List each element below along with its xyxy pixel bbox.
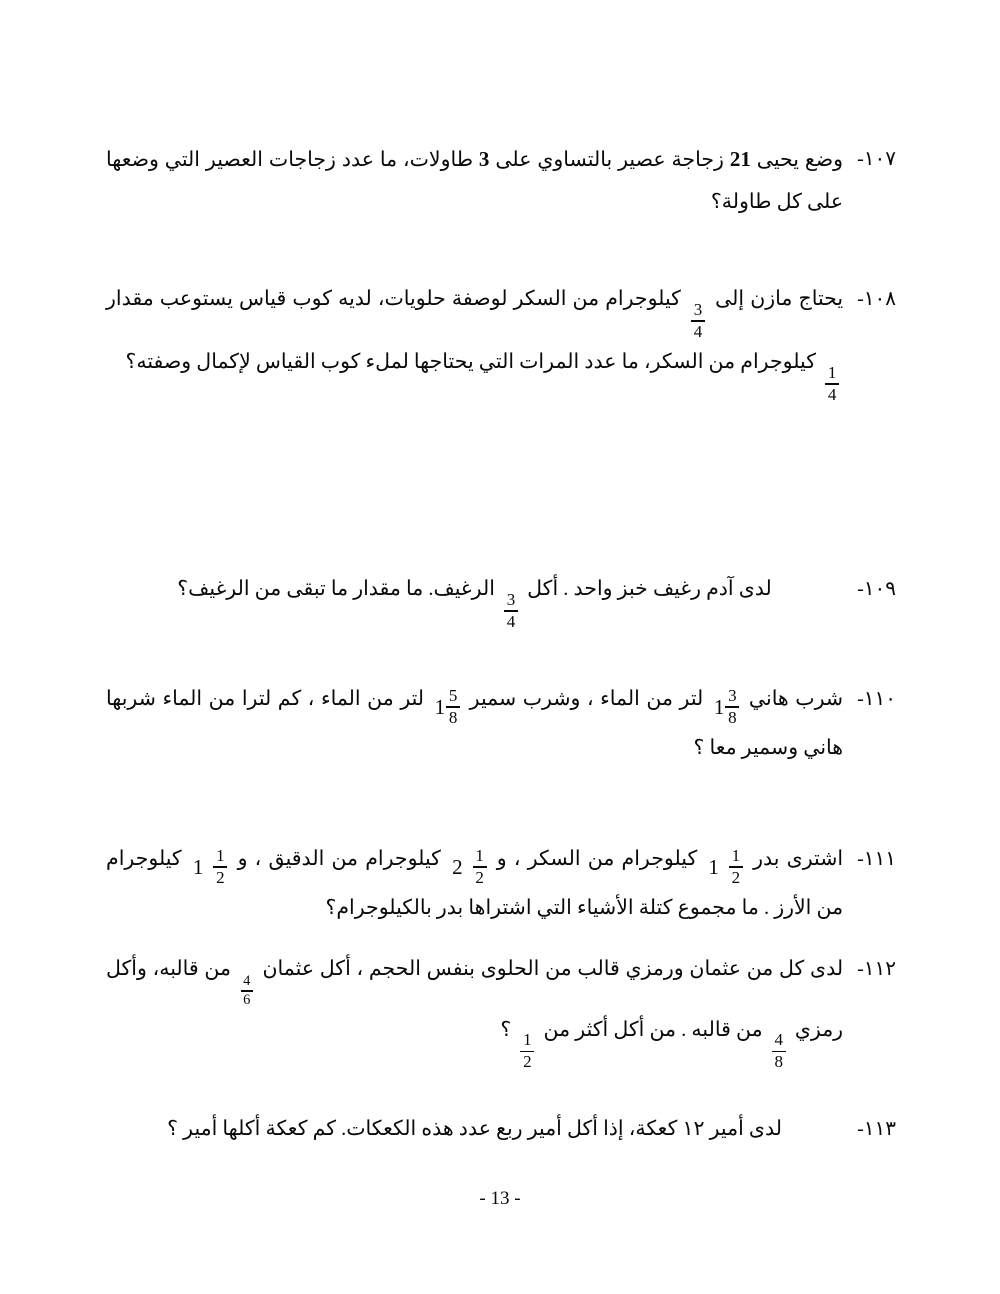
q113-part-2: كعكة، إذا أكل أمير ربع عدد هذه الكعكات. كم كعكة أكلها أمير ؟	[167, 1118, 683, 1140]
q111-part-3: كيلوجرام من الدقيق ، و	[230, 848, 449, 870]
fraction-three-eighths	[725, 687, 739, 727]
question-number-112: ١١٢-	[857, 958, 896, 980]
fraction-numerator: 4	[243, 972, 251, 989]
mixed-whole-part: 1	[192, 854, 204, 879]
question-number-113: ١١٣-	[857, 1118, 896, 1140]
q107-number-3: 3	[478, 147, 490, 171]
fraction-one-half	[473, 847, 487, 887]
fraction-denominator: 4	[506, 611, 516, 631]
fraction-denominator: 8	[448, 707, 458, 727]
q107-part-3: طاولات، ما عدد زجاجات العصير التي وضعها على كل طاولة؟	[106, 149, 844, 214]
mixed-whole-part: 1	[713, 694, 725, 719]
q108-part-3: كيلوجرام من السكر، ما عدد المرات التي يحتاجها لملء كوب القياس لإكمال وصفته؟	[125, 351, 822, 374]
question-111	[106, 838, 896, 929]
fraction-denominator: 6	[243, 991, 251, 1008]
q113-number-12: ١٢	[682, 1118, 705, 1140]
question-text-107	[106, 138, 857, 223]
q110-part-2: لتر من الماء ، وشرب سمير	[463, 688, 710, 710]
mixed-whole-part: 1	[434, 694, 446, 719]
fraction-numerator: 3	[506, 589, 516, 609]
q109-part-1: لدى آدم رغيف خبز واحد . أكل	[522, 578, 772, 600]
q111-part-4: كيلوجرام من الأرز . ما مجموع كتلة الأشياء التي اشتراها بدر بالكيلوجرام؟	[106, 848, 844, 920]
question-109	[106, 568, 896, 631]
q107-part-2: زجاجة عصير بالتساوي على	[489, 149, 730, 171]
q109-part-2: الرغيف. ما مقدار ما تبقى من الرغيف؟	[177, 578, 501, 600]
fraction-five-eighths	[446, 687, 460, 727]
question-number-108: ١٠٨-	[857, 288, 896, 310]
question-text-108	[106, 278, 857, 404]
fraction-three-quarters	[504, 591, 518, 631]
question-text-113	[106, 1108, 857, 1150]
q108-part-2: كيلوجرام من السكر لوصفة حلويات، لديه كوب قياس يستوعب مقدار	[106, 288, 687, 310]
fraction-denominator: 4	[827, 384, 837, 404]
fraction-denominator: 8	[774, 1052, 783, 1072]
q111-part-2: كيلوجرام من السكر ، و	[489, 848, 705, 870]
fraction-denominator: 2	[523, 1052, 532, 1072]
fraction-numerator: 1	[523, 1030, 532, 1050]
question-number-111: ١١١-	[857, 848, 896, 870]
fraction-numerator: 1	[216, 845, 225, 865]
q107-number-21: 21	[729, 147, 751, 171]
fraction-numerator: 3	[693, 299, 703, 319]
fraction-one-half	[213, 847, 227, 887]
question-110	[106, 678, 896, 769]
page-footer: - 13 -	[479, 1188, 521, 1209]
mixed-number-one-and-half-sugar	[707, 847, 743, 887]
fraction-numerator: 1	[731, 845, 741, 865]
q112-part-4: ؟	[500, 1018, 517, 1041]
mixed-whole-part: 2	[452, 854, 463, 879]
q112-part-1: لدى كل من عثمان ورمزي قالب من الحلوى بنفس الحجم ، أكل عثمان	[256, 958, 844, 980]
fraction-one-quarter	[825, 364, 839, 404]
q110-part-1: شرب هاني	[742, 688, 844, 710]
q112-part-3: من قالبه . من أكل أكثر من	[538, 1018, 768, 1041]
mixed-whole-part: 1	[708, 854, 719, 879]
fraction-denominator: 4	[693, 321, 703, 341]
fraction-denominator: 2	[731, 867, 741, 887]
mixed-number-one-and-half-rice	[192, 847, 228, 887]
q112-part-2: من قالبه، وأكل رمزي	[106, 958, 844, 1041]
fraction-numerator: 3	[728, 685, 737, 705]
fraction-numerator: 5	[448, 685, 458, 705]
q113-part-1: لدى أمير	[704, 1118, 782, 1140]
fraction-numerator: 1	[827, 362, 837, 382]
fraction-three-quarters	[691, 301, 705, 341]
fraction-numerator: 4	[774, 1030, 783, 1050]
fraction-four-sixths	[241, 974, 253, 1009]
fraction-denominator: 2	[216, 867, 225, 887]
mixed-number-two-and-half-flour	[451, 847, 487, 887]
q111-part-1: اشترى بدر	[745, 848, 844, 870]
q108-part-1: يحتاج مازن إلى	[709, 288, 844, 310]
question-number-107: ١٠٧-	[857, 148, 896, 170]
question-text-111	[106, 838, 857, 929]
fraction-denominator: 8	[728, 707, 737, 727]
mixed-number-one-and-three-eighths	[713, 687, 740, 727]
q110-part-3: لتر من الماء ، كم لترا من الماء شربها هاني وسمير معا ؟	[106, 688, 844, 760]
fraction-one-half	[520, 1031, 534, 1071]
question-text-109	[106, 568, 857, 631]
question-text-110	[106, 678, 857, 769]
question-text-112	[106, 948, 857, 1072]
fraction-denominator: 2	[475, 867, 484, 887]
question-number-109: ١٠٩-	[857, 578, 896, 600]
question-112	[106, 948, 896, 1072]
q107-part-1: وضع يحيى	[750, 149, 844, 171]
question-number-110: ١١٠-	[857, 688, 896, 710]
fraction-one-half	[729, 847, 743, 887]
question-108	[106, 278, 896, 404]
fraction-four-eighths	[772, 1031, 786, 1071]
fraction-numerator: 1	[475, 845, 484, 865]
question-113	[106, 1108, 896, 1150]
question-107	[106, 138, 896, 223]
mixed-number-one-and-five-eighths	[434, 687, 461, 727]
